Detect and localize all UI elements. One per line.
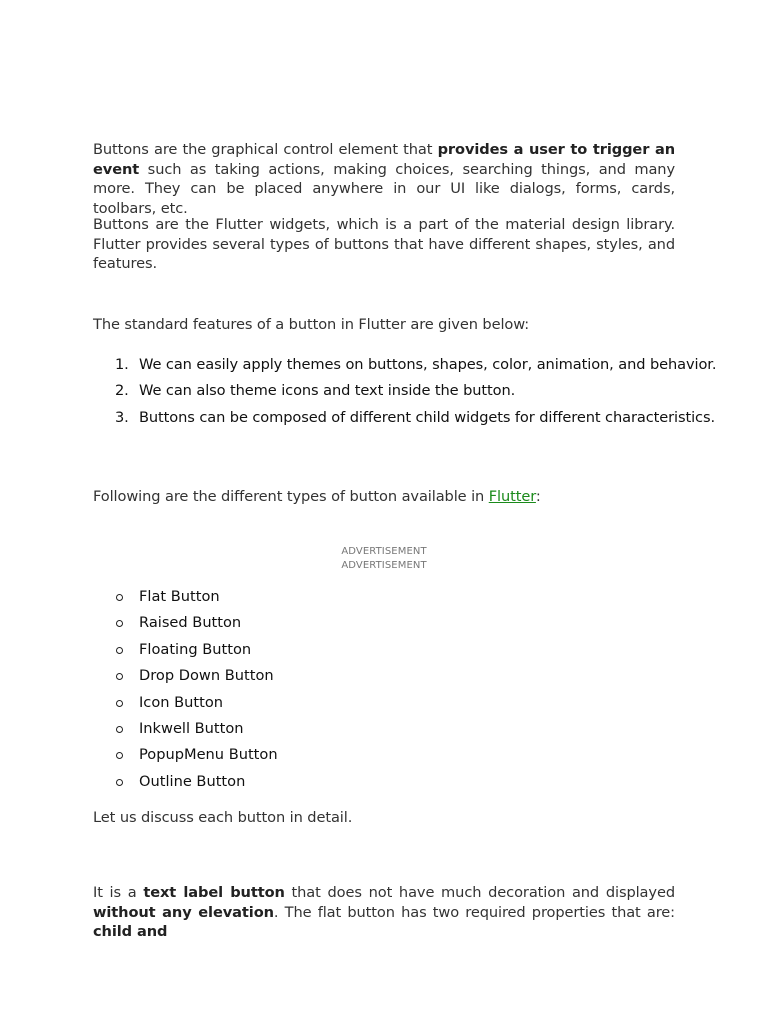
flat-bold-d: without any elevation bbox=[93, 903, 274, 921]
list-item-text: Buttons can be composed of different child widgets for different characteristics. bbox=[139, 408, 716, 426]
list-item bbox=[93, 693, 693, 719]
intro-p1-text-c: such as taking actions, making choices, searching things, and many more. They can be placed anywhere in our UI like dialogs, forms, cards, toolbars, etc. bbox=[93, 160, 675, 217]
list-item-text: Drop Down Button bbox=[139, 667, 274, 685]
flat-bold-b: text label button bbox=[143, 884, 285, 901]
list-number: 1. bbox=[115, 356, 129, 373]
circle-bullet-icon bbox=[116, 673, 123, 680]
list-item bbox=[93, 640, 693, 666]
circle-bullet-icon bbox=[116, 620, 123, 627]
features-list bbox=[93, 355, 717, 434]
list-item-text: Raised Button bbox=[139, 614, 242, 632]
circle-bullet-icon bbox=[116, 700, 123, 707]
button-types-list bbox=[93, 587, 693, 798]
flat-text-e: . The flat button has two required properties that are: bbox=[273, 903, 675, 921]
intro-p1-bold: provides a user to trigger an event bbox=[93, 141, 675, 178]
list-item bbox=[93, 772, 693, 798]
advertisement-label: ADVERTISEMENT bbox=[341, 546, 427, 557]
list-item bbox=[93, 719, 693, 745]
types-trail-text: : bbox=[535, 488, 541, 505]
list-item-text: Outline Button bbox=[139, 772, 246, 790]
list-item bbox=[93, 745, 693, 771]
types-lead-text: Following are the different types of button available in bbox=[93, 488, 489, 505]
list-item bbox=[93, 408, 716, 434]
list-item bbox=[93, 355, 717, 381]
advertisement-label: ADVERTISEMENT bbox=[341, 560, 427, 571]
list-item-text: Floating Button bbox=[139, 640, 252, 658]
list-item-text: PopupMenu Button bbox=[139, 746, 278, 764]
list-item-text: Inkwell Button bbox=[139, 719, 244, 737]
flat-button-paragraph bbox=[93, 883, 675, 942]
flat-text-c: that does not have much decoration and displayed bbox=[284, 884, 675, 901]
circle-bullet-icon bbox=[116, 594, 123, 601]
list-item bbox=[93, 381, 693, 407]
circle-bullet-icon bbox=[116, 726, 123, 733]
flat-bold-f: child and bbox=[93, 923, 168, 941]
list-number: 2. bbox=[115, 382, 129, 400]
list-item-text: Flat Button bbox=[139, 588, 220, 605]
flat-text-a: It is a bbox=[93, 884, 144, 901]
list-item-text: We can easily apply themes on buttons, shapes, color, animation, and behavior. bbox=[139, 356, 717, 373]
list-item-text: We can also theme icons and text inside the button. bbox=[139, 382, 516, 400]
intro-paragraph-1 bbox=[93, 140, 675, 218]
list-item-text: Icon Button bbox=[139, 693, 224, 711]
discuss-paragraph: Let us discuss each button in detail. bbox=[93, 809, 353, 826]
features-heading: The standard features of a button in Flutter are given below: bbox=[93, 316, 530, 333]
flutter-link[interactable]: Flutter bbox=[488, 488, 536, 505]
list-item bbox=[93, 587, 693, 613]
list-item bbox=[93, 613, 693, 639]
intro-paragraph-2: Buttons are the Flutter widgets, which is a part of the material design library. Flutter provides several types of buttons that have different shapes, styles, and features. bbox=[93, 216, 675, 273]
types-lead-paragraph bbox=[93, 487, 675, 507]
list-item bbox=[93, 666, 693, 692]
circle-bullet-icon bbox=[116, 647, 123, 654]
list-number: 3. bbox=[115, 408, 129, 426]
intro-p1-text-a: Buttons are the graphical control element that bbox=[93, 141, 438, 158]
circle-bullet-icon bbox=[116, 752, 123, 759]
circle-bullet-icon bbox=[116, 779, 123, 786]
